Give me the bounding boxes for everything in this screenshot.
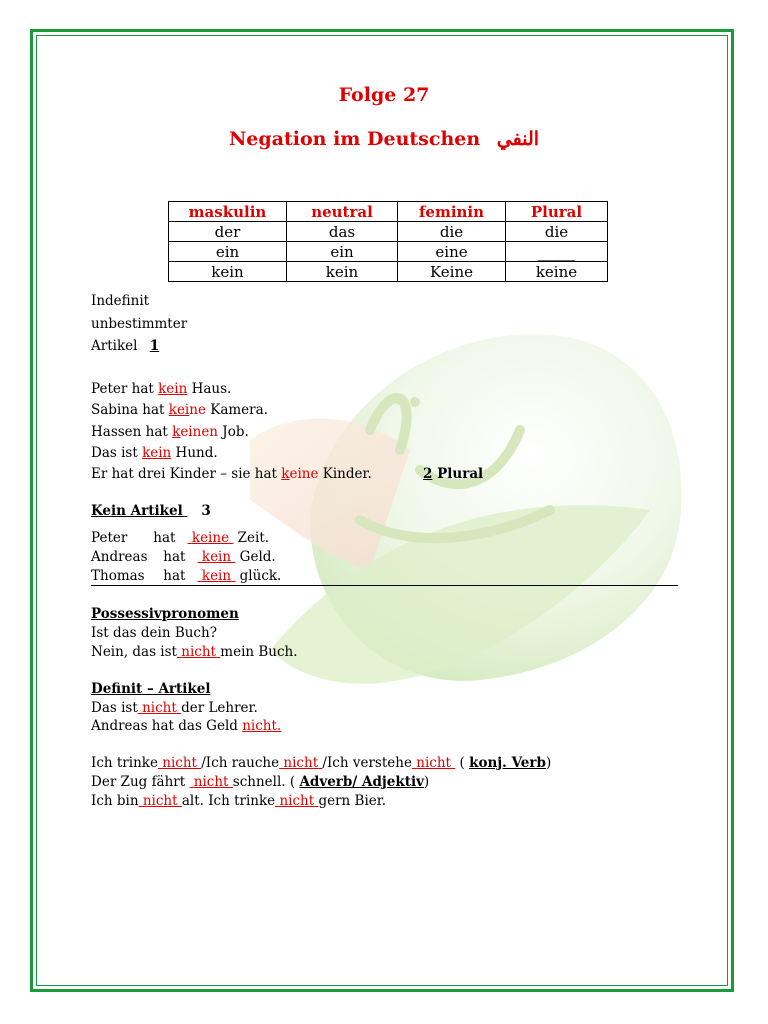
header-cell: maskulin [169,202,287,222]
heading-number: 3 [201,503,211,519]
word: nicht [279,793,315,809]
table-cell: ein [169,242,287,262]
possessiv-answer [91,644,298,660]
kein-row-1 [91,530,269,546]
text: Hassen hat [91,424,173,440]
text: schnell. ( [232,774,300,790]
text: ( [455,755,470,771]
text: alt. Ich trinke [181,793,276,809]
red-word: kein [158,381,188,397]
kein-artikel-heading [91,503,211,519]
text: Er hat drei Kinder – sie hat [91,466,282,482]
sentence-1 [91,381,231,397]
table-cell: der [169,222,287,242]
red-word [412,755,455,771]
text: Das ist [91,700,138,716]
red-word: k [281,466,290,482]
kein-row-2 [91,549,276,565]
verb: hat [153,530,176,546]
table-cell: _____ [506,242,608,262]
label-artikel [91,338,159,354]
red-word [139,793,182,809]
red-word: k [172,424,181,440]
table-header-row [169,202,608,222]
verb-line-1 [91,755,551,771]
sentence-5 [91,466,372,482]
red-word: ne [189,402,206,418]
table-cell: die [398,222,506,242]
word: nicht [142,700,177,716]
name: Peter [91,530,128,546]
text: Der Zug fährt [91,774,190,790]
text: glück. [235,568,282,584]
red-word: kein [142,445,172,461]
red-word: kei [168,402,190,418]
text: mein Buch. [220,644,298,660]
word: nicht [283,755,319,771]
table-cell: keine [506,262,608,282]
definit-line-1 [91,700,258,716]
text: Peter hat [91,381,159,397]
title-arabic: النفي [496,128,540,150]
word: nicht [142,793,178,809]
sentence-2 [91,402,268,418]
artikel-number: 1 [149,338,160,354]
verb-line-3 [91,793,386,809]
red-word [158,755,201,771]
table-cell: kein [169,262,287,282]
red-word [189,774,232,790]
verb: hat [163,568,186,584]
sentence-4 [91,445,218,461]
text: Geld. [235,549,276,565]
possessiv-question: Ist das dein Buch? [91,625,217,641]
text: Job. [218,424,249,440]
text: Ich trinke [91,755,158,771]
articles-table [168,201,608,282]
kein-row-3 [91,568,281,584]
definit-line-2 [91,718,281,734]
red-word [188,530,234,546]
text: Nein, das ist [91,644,177,660]
text: Hund. [171,445,218,461]
table-row [169,242,608,262]
red-word: nicht. [242,718,282,734]
title-german: Negation im Deutschen [228,128,481,150]
red-word [138,700,181,716]
text: der Lehrer. [181,700,258,716]
red-word [198,568,236,584]
definit-heading: Definit – Artikel [91,681,211,697]
text: Haus. [187,381,232,397]
label-unbestimmter: unbestimmter [91,316,188,332]
text: ) [423,774,430,790]
table-cell: die [506,222,608,242]
word: nicht [162,755,197,771]
table-cell: das [287,222,398,242]
red-word [177,644,220,660]
word: keine [191,530,230,546]
tag: konj. Verb [469,755,546,771]
text: Sabina hat [91,402,169,418]
verb-line-2 [91,774,429,790]
text: /Ich rauche [201,755,280,771]
red-word [275,793,318,809]
sentence-3 [91,424,249,440]
text: /Ich verstehe [322,755,412,771]
verb: hat [163,549,186,565]
text: Kinder. [318,466,372,482]
header-cell: neutral [287,202,398,222]
table-cell: kein [287,262,398,282]
heading-text: Kein Artikel [91,503,188,519]
text: Das ist [91,445,143,461]
name: Andreas [91,549,148,565]
table-row [169,262,608,282]
label-indefinit: Indefinit [91,293,150,309]
text: Ich bin [91,793,139,809]
plural-label [423,466,483,482]
plural-number: 2 [423,466,433,482]
divider-line [91,585,678,586]
red-word: einen [180,424,218,440]
plural-text: Plural [432,466,484,482]
word: nicht [416,755,451,771]
text: gern Bier. [318,793,387,809]
table-row [169,222,608,242]
text: ) [545,755,552,771]
red-word: eine [289,466,319,482]
text: Kamera. [205,402,268,418]
text: Andreas hat das Geld [91,718,243,734]
name: Thomas [91,568,145,584]
word: nicht [181,644,216,660]
word: kein [201,568,232,584]
artikel-text: Artikel [91,338,138,354]
red-word [279,755,322,771]
table-cell: ein [287,242,398,262]
folge-title: Folge 27 [338,84,430,106]
table-cell: eine [398,242,506,262]
word: nicht [193,774,229,790]
red-word [198,549,236,565]
possessiv-heading: Possessivpronomen [91,606,239,622]
leaf-logo-watermark [250,320,720,700]
header-cell: Plural [506,202,608,222]
word: kein [201,549,232,565]
text: Zeit. [233,530,270,546]
page-title [0,128,768,150]
table-cell: Keine [398,262,506,282]
tag: Adverb/ Adjektiv [299,774,424,790]
header-cell: feminin [398,202,506,222]
